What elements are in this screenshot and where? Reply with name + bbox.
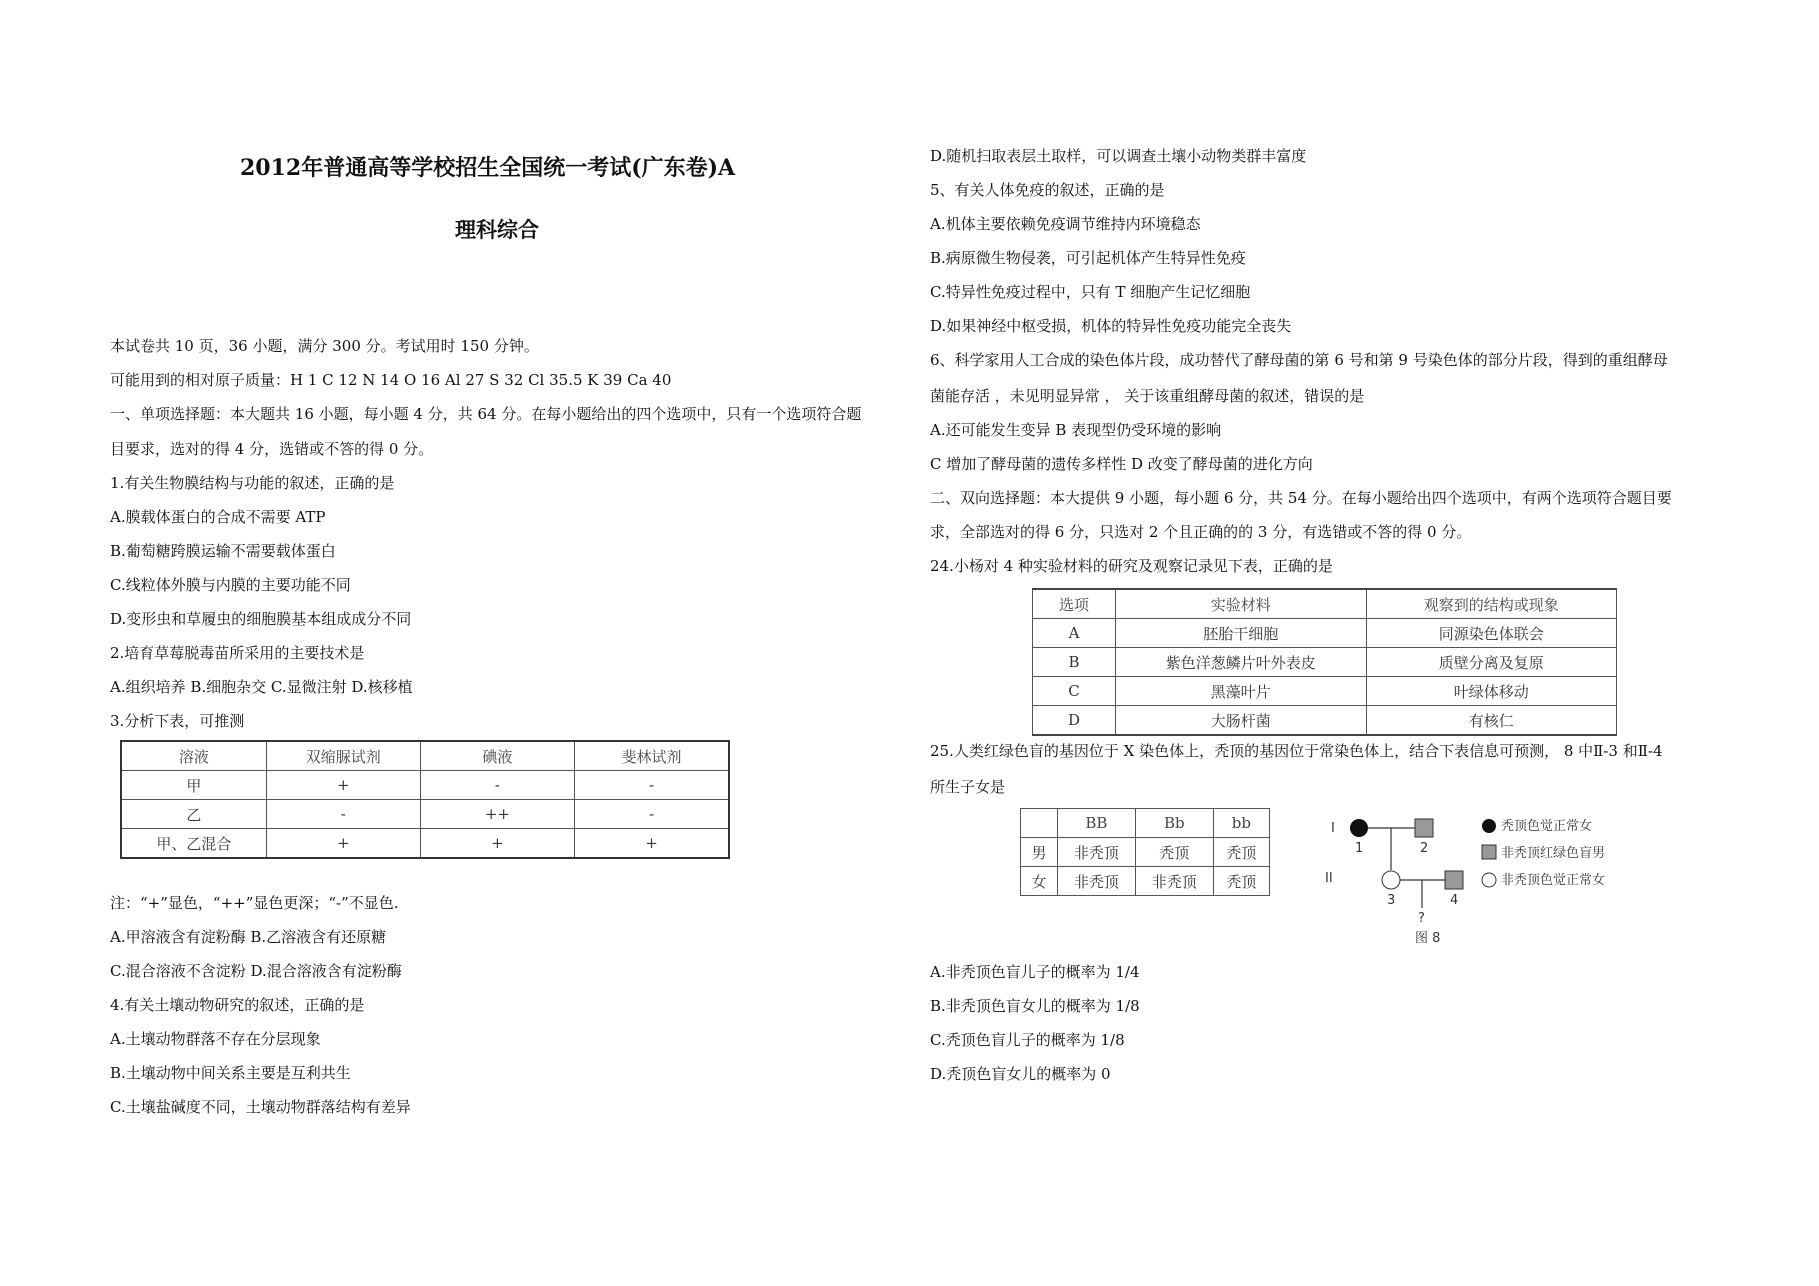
question-25-cont: 所生子女是 [930,778,1006,796]
question-3: 3.分析下表，可推测 [110,712,245,730]
table-row [121,771,729,800]
options-3cd: C.混合溶液不含淀粉 D.混合溶液含有淀粉酶 [110,962,402,980]
question-5: 5、有关人体免疫的叙述，正确的是 [930,181,1165,199]
page-subtitle: 理科综合 [455,217,539,242]
question-6: 6、科学家用人工合成的染色体片段，成功替代了酵母菌的第 6 号和第 9 号染色体的部分片段，得到的重组酵母 [930,351,1668,369]
option-5b: B.病原微生物侵袭，可引起机体产生特异性免疫 [930,249,1246,267]
option-1c: C.线粒体外膜与内膜的主要功能不同 [110,576,351,594]
table-q3 [120,740,730,859]
table-header-cell [1021,809,1058,838]
table-cell: 秃顶 [1213,867,1269,896]
option-5d: D.如果神经中枢受损，机体的特异性免疫功能完全丧失 [930,317,1292,335]
option-4a: A.土壤动物群落不存在分层现象 [110,1030,321,1048]
table-cell: 质壁分离及复原 [1366,648,1616,677]
table-cell: 非秃顶 [1058,867,1136,896]
table-note: 注：“+”显色，“++”显色更深；“-”不显色. [110,894,399,912]
table-cell: 叶绿体移动 [1366,677,1616,706]
table-cell: B [1033,648,1116,677]
legend-female-bald-icon [1482,819,1496,833]
table-cell: C [1033,677,1116,706]
table-header-cell: 观察到的结构或现象 [1366,589,1616,619]
table-header-cell: 碘液 [420,741,574,771]
table-q24 [1032,588,1617,736]
table-cell: A [1033,619,1116,648]
section1-heading-cont: 目要求，选对的得 4 分，选错或不答的得 0 分。 [110,440,434,458]
figure-caption: 图 8 [1415,931,1441,946]
table-row [1033,619,1617,648]
table-cell: ++ [420,800,574,829]
table-cell: - [575,800,729,829]
table-cell: 紫色洋葱鳞片叶外表皮 [1116,648,1366,677]
table-cell: 大肠杆菌 [1116,706,1366,736]
table-cell: 非秃顶 [1058,838,1136,867]
legend-label: 非秃顶色觉正常女 [1501,873,1606,888]
table-header-cell: 双缩脲试剂 [266,741,420,771]
options-6cd: C 增加了酵母菌的遗传多样性 D 改变了酵母菌的进化方向 [930,455,1313,473]
options-2: A.组织培养 B.细胞杂交 C.显微注射 D.核移植 [110,678,413,696]
table-cell: 非秃顶 [1135,867,1213,896]
option-25b: B.非秃顶色盲女儿的概率为 1/8 [930,997,1140,1015]
table-cell: 乙 [121,800,266,829]
table-cell: + [420,829,574,859]
individual-number: 1 [1355,841,1364,856]
table-header-cell: bb [1213,809,1269,838]
individual-number: 4 [1450,893,1459,908]
section2-heading-cont: 求，全部选对的得 6 分，只选对 2 个且正确的的 3 分，有选错或不答的得 0 分。 [930,523,1472,541]
pedigree-diagram [1325,808,1625,948]
individual-number: 3 [1387,893,1396,908]
table-cell: 秃顶 [1135,838,1213,867]
option-4d: D.随机扫取表层土取样，可以调查土壤小动物类群丰富度 [930,147,1307,165]
table-cell: 男 [1021,838,1058,867]
table-row [1021,838,1270,867]
page-title: 2012年普通高等学校招生全国统一考试(广东卷)A [240,155,736,181]
intro-text: 本试卷共 10 页，36 小题，满分 300 分。考试用时 150 分钟。 [110,337,539,355]
generation-label-1: I [1331,821,1335,836]
table-header-cell: 溶液 [121,741,266,771]
table-cell: D [1033,706,1116,736]
table-header-row [1033,589,1617,619]
generation-label-2: II [1325,871,1333,886]
section2-heading: 二、双向选择题：本大提供 9 小题，每小题 6 分，共 54 分。在每小题给出四个选项中，有两个选项符合题目要 [930,489,1672,507]
table-cell: 甲、乙混合 [121,829,266,859]
pedigree-female-normal-icon [1382,871,1400,889]
option-25d: D.秃顶色盲女儿的概率为 0 [930,1065,1111,1083]
table-cell: 胚胎干细胞 [1116,619,1366,648]
option-25a: A.非秃顶色盲儿子的概率为 1/4 [930,963,1140,981]
option-1a: A.膜载体蛋白的合成不需要 ATP [110,508,326,526]
option-5a: A.机体主要依赖免疫调节维持内环境稳态 [930,215,1201,233]
option-4b: B.土壤动物中间关系主要是互利共生 [110,1064,351,1082]
question-1: 1.有关生物膜结构与功能的叙述，正确的是 [110,474,395,492]
option-1d: D.变形虫和草履虫的细胞膜基本组成成分不同 [110,610,412,628]
table-row [1021,867,1270,896]
question-6-cont: 菌能存活 ，未见明显异常 ， 关于该重组酵母菌的叙述，错误的是 [930,387,1365,405]
unknown-offspring: ? [1418,911,1425,926]
table-q25 [1020,808,1270,896]
table-cell: + [266,829,420,859]
table-header-cell: Bb [1135,809,1213,838]
table-header-cell: 选项 [1033,589,1116,619]
individual-number: 2 [1420,841,1429,856]
table-header-cell: 斐林试剂 [575,741,729,771]
table-cell: - [420,771,574,800]
table-row [121,829,729,859]
legend-label: 秃顶色觉正常女 [1501,819,1593,834]
table-cell: - [575,771,729,800]
table-cell: - [266,800,420,829]
table-header-cell: 实验材料 [1116,589,1366,619]
table-cell: 黑藻叶片 [1116,677,1366,706]
table-row [1033,706,1617,736]
table-cell: + [266,771,420,800]
table-cell: 同源染色体联会 [1366,619,1616,648]
table-cell: 有核仁 [1366,706,1616,736]
table-header-row [121,741,729,771]
table-cell: + [575,829,729,859]
atomic-mass-text: 可能用到的相对原子质量：H 1 C 12 N 14 O 16 Al 27 S 32 Cl 35.5 K 39 Ca 40 [110,371,672,389]
option-25c: C.秃顶色盲儿子的概率为 1/8 [930,1031,1125,1049]
table-cell: 女 [1021,867,1058,896]
option-4c: C.土壤盐碱度不同，土壤动物群落结构有差异 [110,1098,411,1116]
question-2: 2.培育草莓脱毒苗所采用的主要技术是 [110,644,365,662]
section1-heading: 一、单项选择题：本大题共 16 小题，每小题 4 分，共 64 分。在每小题给出的四个选项中，只有一个选项符合题 [110,405,862,423]
question-24: 24.小杨对 4 种实验材料的研究及观察记录见下表，正确的是 [930,557,1333,575]
table-cell: 甲 [121,771,266,800]
table-row [121,800,729,829]
option-1b: B.葡萄糖跨膜运输不需要载体蛋白 [110,542,336,560]
pedigree-male-colorblind-icon [1415,819,1433,837]
question-25: 25.人类红绿色盲的基因位于 X 染色体上，秃顶的基因位于常染色体上，结合下表信息可预测， 8 中Ⅱ-3 和Ⅱ-4 [930,742,1663,760]
table-header-row [1021,809,1270,838]
legend-female-normal-icon [1482,873,1496,887]
legend-male-colorblind-icon [1482,845,1496,859]
question-4: 4.有关土壤动物研究的叙述，正确的是 [110,996,365,1014]
options-3ab: A.甲溶液含有淀粉酶 B.乙溶液含有还原糖 [110,928,387,946]
pedigree-male-colorblind-icon [1445,871,1463,889]
legend-label: 非秃顶红绿色盲男 [1501,846,1606,861]
table-header-cell: BB [1058,809,1136,838]
pedigree-female-bald-icon [1350,819,1368,837]
table-cell: 秃顶 [1213,838,1269,867]
options-6ab: A.还可能发生变异 B 表现型仍受环境的影响 [930,421,1222,439]
table-row [1033,648,1617,677]
table-row [1033,677,1617,706]
option-5c: C.特异性免疫过程中，只有 T 细胞产生记忆细胞 [930,283,1251,301]
